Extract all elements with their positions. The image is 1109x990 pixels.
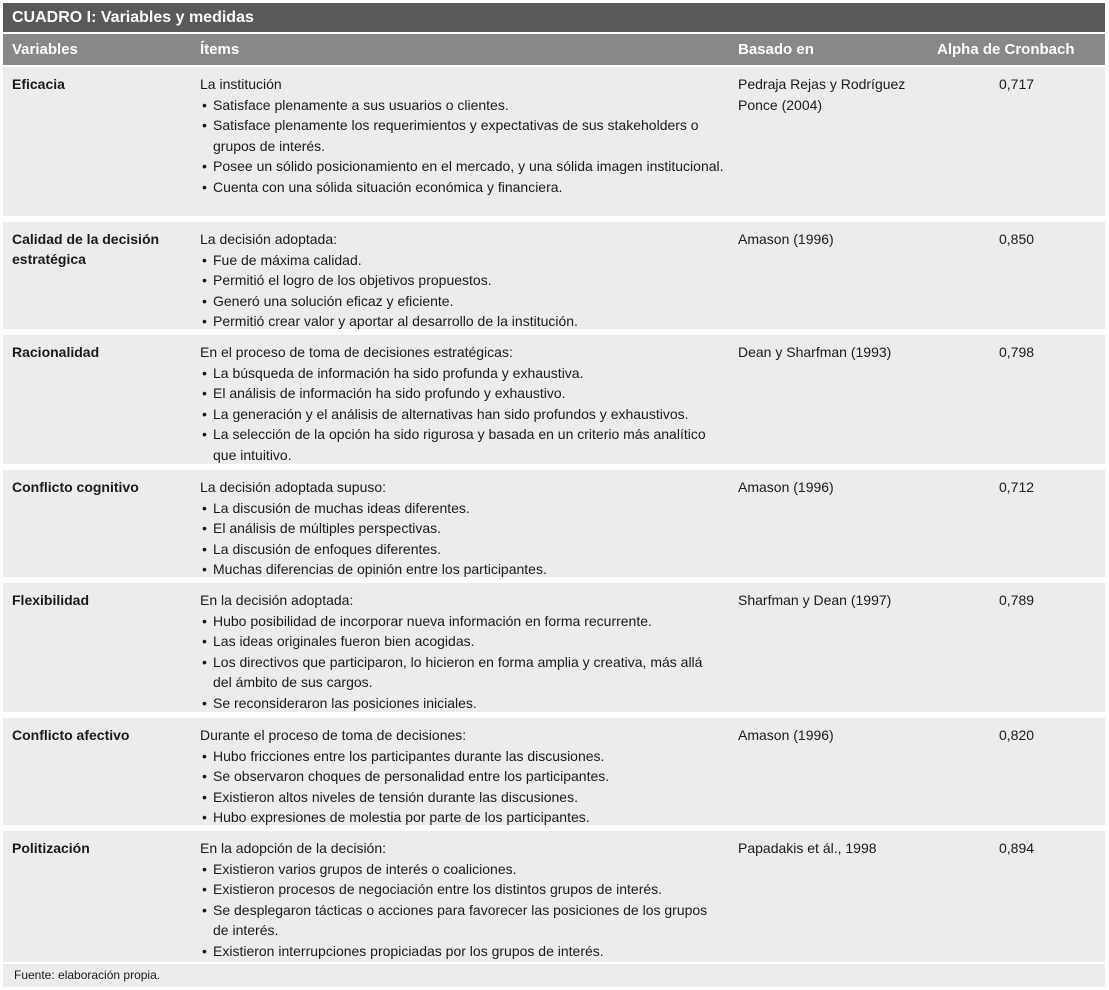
bullet-icon: •: [202, 747, 207, 764]
row-based-on: Dean y Sharfman (1993): [738, 344, 892, 360]
table-header: [3, 34, 1105, 65]
list-item: [200, 941, 725, 962]
item-text: Existieron procesos de negociación entre los distintos grupos de interés.: [213, 881, 663, 897]
header-alpha: Alpha de Cronbach: [937, 41, 1075, 58]
item-text: La discusión de muchas ideas diferentes.: [213, 499, 470, 516]
list-item: [200, 859, 725, 880]
bullet-icon: •: [202, 540, 207, 557]
row-alpha: 0,820: [999, 727, 1035, 743]
row-based-on: Amason (1996): [738, 479, 834, 495]
table-row: [3, 583, 1105, 712]
bullet-icon: •: [202, 117, 207, 133]
item-text: Se observaron choques de personalidad entre los participantes.: [213, 768, 610, 784]
list-item: [200, 518, 725, 539]
bullet-icon: •: [202, 901, 207, 918]
list-item: [200, 879, 725, 900]
bullet-icon: •: [202, 768, 207, 784]
bullet-icon: •: [202, 426, 207, 442]
list-item: [200, 115, 725, 156]
row-variable: Flexibilidad: [12, 592, 90, 608]
bullet-icon: •: [202, 292, 207, 309]
item-text: La selección de la opción ha sido rigurosa y basada en un criterio más analítico que intuitivo.: [213, 426, 706, 463]
row-based-on: Amason (1996): [738, 231, 834, 247]
list-item: [200, 177, 725, 198]
row-intro: En la decisión adoptada:: [200, 592, 354, 608]
list-item: [200, 424, 725, 465]
item-text: Hubo posibilidad de incorporar nueva información en forma recurrente.: [213, 612, 652, 629]
item-text: Los directivos que participaron, lo hicieron en forma amplia y creativa, más allá del ámbito de sus cargos.: [213, 653, 703, 690]
source-note: Fuente: elaboración propia.: [3, 964, 1105, 987]
list-item: [200, 787, 725, 808]
row-items: [200, 590, 725, 713]
item-text: Existieron interrupciones propiciadas por los grupos de interés.: [213, 942, 604, 959]
list-item: [200, 404, 725, 425]
bullet-icon: •: [202, 860, 207, 877]
row-items: [200, 838, 725, 961]
list-item: [200, 611, 725, 632]
item-text: Cuenta con una sólida situación económica y financiera.: [213, 178, 563, 195]
list-item: [200, 652, 725, 693]
list-item: [200, 270, 725, 291]
item-text: Permitió crear valor y aportar al desarrollo de la institución.: [213, 313, 578, 329]
row-variable: Racionalidad: [12, 344, 100, 360]
item-text: Satisface plenamente los requerimientos y expectativas de sus stakeholders o grupos de interés.: [213, 117, 699, 154]
row-intro: En el proceso de toma de decisiones estratégicas:: [200, 344, 513, 360]
item-text: Hubo expresiones de molestia por parte de los participantes.: [213, 809, 590, 825]
row-based-on: Papadakis et ál., 1998: [738, 840, 877, 856]
item-text: Generó una solución eficaz y eficiente.: [213, 292, 454, 309]
row-variable: Eficacia: [12, 76, 65, 92]
row-items: [200, 342, 725, 465]
row-intro: Durante el proceso de toma de decisiones:: [200, 727, 467, 743]
row-variable: Conflicto cognitivo: [12, 479, 139, 495]
bullet-icon: •: [202, 612, 207, 629]
list-item: [200, 156, 725, 177]
item-text: Existieron varios grupos de interés o coaliciones.: [213, 860, 517, 877]
item-text: El análisis de información ha sido profundo y exhaustivo.: [213, 385, 566, 401]
bullet-icon: •: [202, 178, 207, 195]
bullet-icon: •: [202, 653, 207, 670]
list-item: [200, 498, 725, 519]
table-row: [3, 222, 1105, 329]
row-alpha: 0,789: [999, 592, 1035, 608]
bullet-icon: •: [202, 96, 207, 113]
row-intro: La decisión adoptada:: [200, 231, 337, 247]
row-variable: Calidad de la decisión estratégica: [12, 231, 160, 267]
row-alpha: 0,717: [999, 76, 1035, 92]
row-variable: Politización: [12, 840, 90, 856]
row-alpha: 0,894: [999, 840, 1035, 856]
list-item: [200, 900, 725, 941]
row-items: [200, 74, 725, 197]
item-text: El análisis de múltiples perspectivas.: [213, 520, 441, 536]
row-items: [200, 477, 725, 580]
bullet-icon: •: [202, 942, 207, 959]
header-items: Ítems: [200, 41, 240, 58]
bullet-icon: •: [202, 405, 207, 422]
bullet-icon: •: [202, 809, 207, 825]
item-text: Permitió el logro de los objetivos propuestos.: [213, 272, 492, 288]
bullet-icon: •: [202, 520, 207, 536]
list-item: [200, 746, 725, 767]
bullet-icon: •: [202, 272, 207, 288]
bullet-icon: •: [202, 499, 207, 516]
bullet-icon: •: [202, 633, 207, 649]
list-item: [200, 766, 725, 787]
item-text: La discusión de enfoques diferentes.: [213, 540, 442, 557]
item-text: Posee un sólido posicionamiento en el mercado, y una sólida imagen institucional.: [213, 158, 724, 174]
table-row: [3, 335, 1105, 464]
row-alpha: 0,798: [999, 344, 1035, 360]
row-intro: En la adopción de la decisión:: [200, 840, 387, 856]
item-text: Muchas diferencias de opinión entre los participantes.: [213, 561, 547, 577]
item-text: Satisface plenamente a sus usuarios o clientes.: [213, 96, 509, 113]
list-item: [200, 250, 725, 271]
list-item: [200, 311, 725, 332]
item-text: Existieron altos niveles de tensión durante las discusiones.: [213, 788, 578, 805]
item-text: La generación y el análisis de alternativas han sido profundos y exhaustivos.: [213, 405, 689, 422]
list-item: [200, 291, 725, 312]
table-title: CUADRO I: Variables y medidas: [3, 3, 1105, 32]
row-variable: Conflicto afectivo: [12, 727, 130, 743]
item-text: Las ideas originales fueron bien acogidas.: [213, 633, 475, 649]
list-item: [200, 539, 725, 560]
list-item: [200, 807, 725, 828]
row-based-on: Amason (1996): [738, 727, 834, 743]
bullet-icon: •: [202, 881, 207, 897]
row-alpha: 0,712: [999, 479, 1035, 495]
header-variables: Variables: [12, 41, 78, 58]
list-item: [200, 383, 725, 404]
row-alpha: 0,850: [999, 231, 1035, 247]
list-item: [200, 95, 725, 116]
bullet-icon: •: [202, 158, 207, 174]
row-items: [200, 725, 725, 828]
item-text: Fue de máxima calidad.: [213, 251, 362, 268]
header-based-on: Basado en: [738, 41, 814, 58]
bullet-icon: •: [202, 364, 207, 381]
item-text: Hubo fricciones entre los participantes durante las discusiones.: [213, 747, 605, 764]
item-text: Se reconsideraron las posiciones iniciales.: [213, 694, 477, 711]
row-based-on: Sharfman y Dean (1997): [738, 592, 892, 608]
bullet-icon: •: [202, 313, 207, 329]
row-based-on: Pedraja Rejas y Rodríguez Ponce (2004): [738, 76, 906, 113]
bullet-icon: •: [202, 788, 207, 805]
item-text: Se desplegaron tácticas o acciones para favorecer las posiciones de los grupos de interés.: [213, 901, 708, 938]
row-items: [200, 229, 725, 332]
list-item: [200, 631, 725, 652]
bullet-icon: •: [202, 251, 207, 268]
table-row: [3, 831, 1105, 962]
item-text: La búsqueda de información ha sido profunda y exhaustiva.: [213, 364, 584, 381]
row-intro: La decisión adoptada supuso:: [200, 479, 387, 495]
list-item: [200, 363, 725, 384]
row-intro: La institución: [200, 76, 282, 92]
bullet-icon: •: [202, 385, 207, 401]
list-item: [200, 559, 725, 580]
bullet-icon: •: [202, 561, 207, 577]
table-row: [3, 67, 1105, 216]
bullet-icon: •: [202, 694, 207, 711]
table-row: [3, 718, 1105, 825]
list-item: [200, 693, 725, 714]
table-row: [3, 470, 1105, 577]
